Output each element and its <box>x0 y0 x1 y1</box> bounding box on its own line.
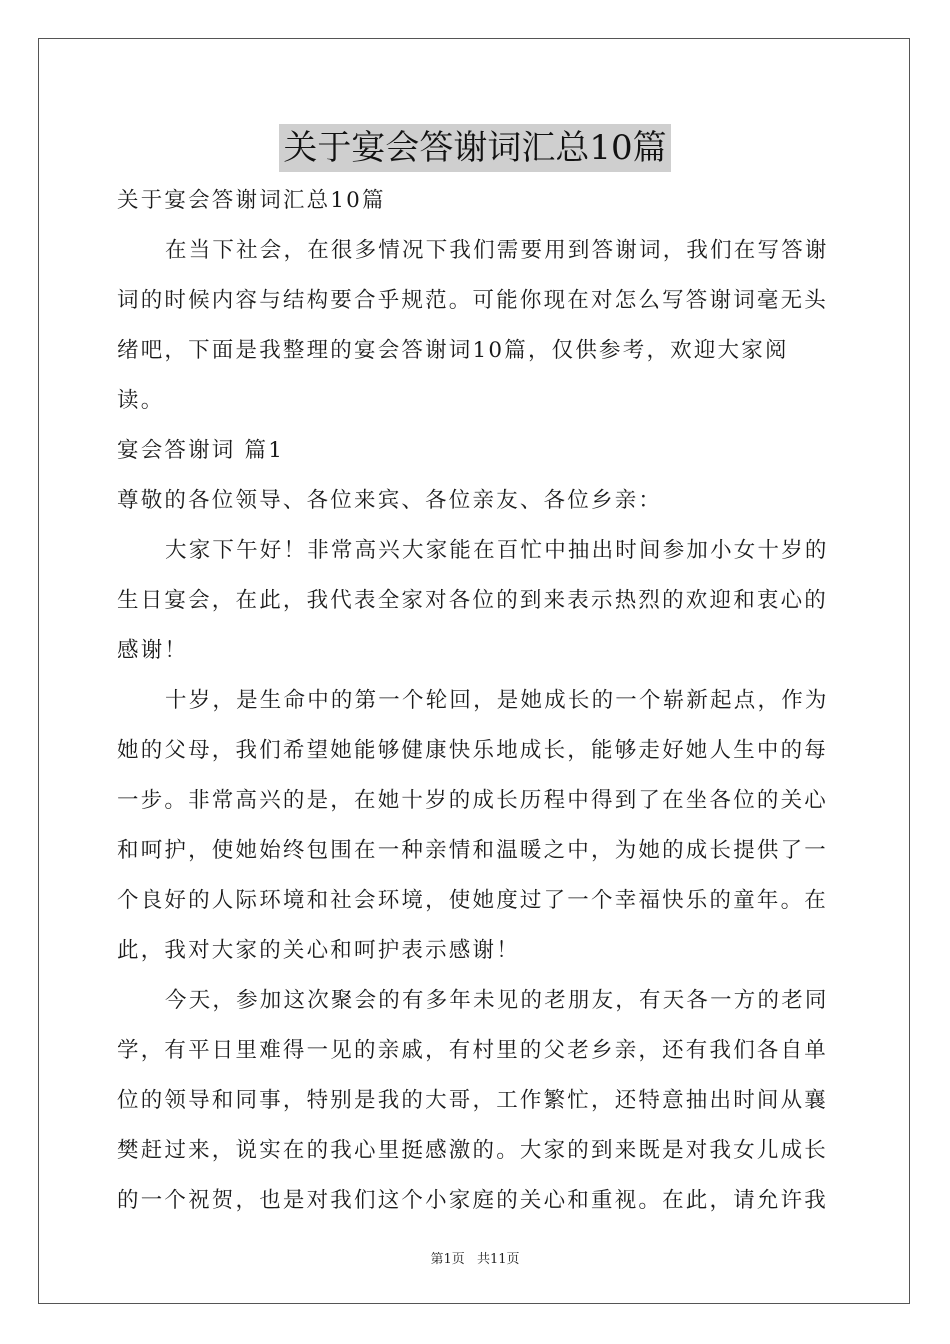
intro-paragraph: 在当下社会，在很多情况下我们需要用到答谢词，我们在写答谢词的时候内容与结构要合乎规范。可能你现在对怎么写答谢词毫无头绪吧，下面是我整理的宴会答谢词10篇，仅供参考，欢迎大家阅读。 <box>117 238 829 413</box>
salutation: 尊敬的各位领导、各位来宾、各位亲友、各位乡亲： <box>117 488 663 513</box>
section-heading: 宴会答谢词 篇1 <box>117 438 285 463</box>
document-title <box>0 124 950 172</box>
document-subtitle: 关于宴会答谢词汇总10篇 <box>117 188 386 213</box>
body-paragraph: 十岁，是生命中的第一个轮回，是她成长的一个崭新起点，作为她的父母，我们希望她能够健康快乐地成长，能够走好她人生中的每一步。非常高兴的是，在她十岁的成长历程中得到了在坐各位的关心和呵护，使她始终包围在一种亲情和温暖之中，为她的成长提供了一个良好的人际环境和社会环境，使她度过了一个幸福快乐的童年。在此，我对大家的关心和呵护表示感谢！ <box>117 688 829 963</box>
document-body <box>117 176 833 1226</box>
page-total: 共11页 <box>476 1252 520 1267</box>
page-footer <box>0 1248 950 1267</box>
document-title-text: 关于宴会答谢词汇总10篇 <box>279 124 670 172</box>
body-paragraph: 今天，参加这次聚会的有多年未见的老朋友，有天各一方的老同学，有平日里难得一见的亲戚，有村里的父老乡亲，还有我们各自单位的领导和同事，特别是我的大哥，工作繁忙，还特意抽出时间从襄樊赶过来，说实在的我心里挺感激的。大家的到来既是对我女儿成长的一个祝贺，也是对我们这个小家庭的关心和重视。在此，请允许我 <box>117 988 829 1213</box>
page-number: 第1页 <box>430 1252 465 1267</box>
body-paragraph: 大家下午好！非常高兴大家能在百忙中抽出时间参加小女十岁的生日宴会，在此，我代表全家对各位的到来表示热烈的欢迎和衷心的感谢！ <box>117 538 829 663</box>
